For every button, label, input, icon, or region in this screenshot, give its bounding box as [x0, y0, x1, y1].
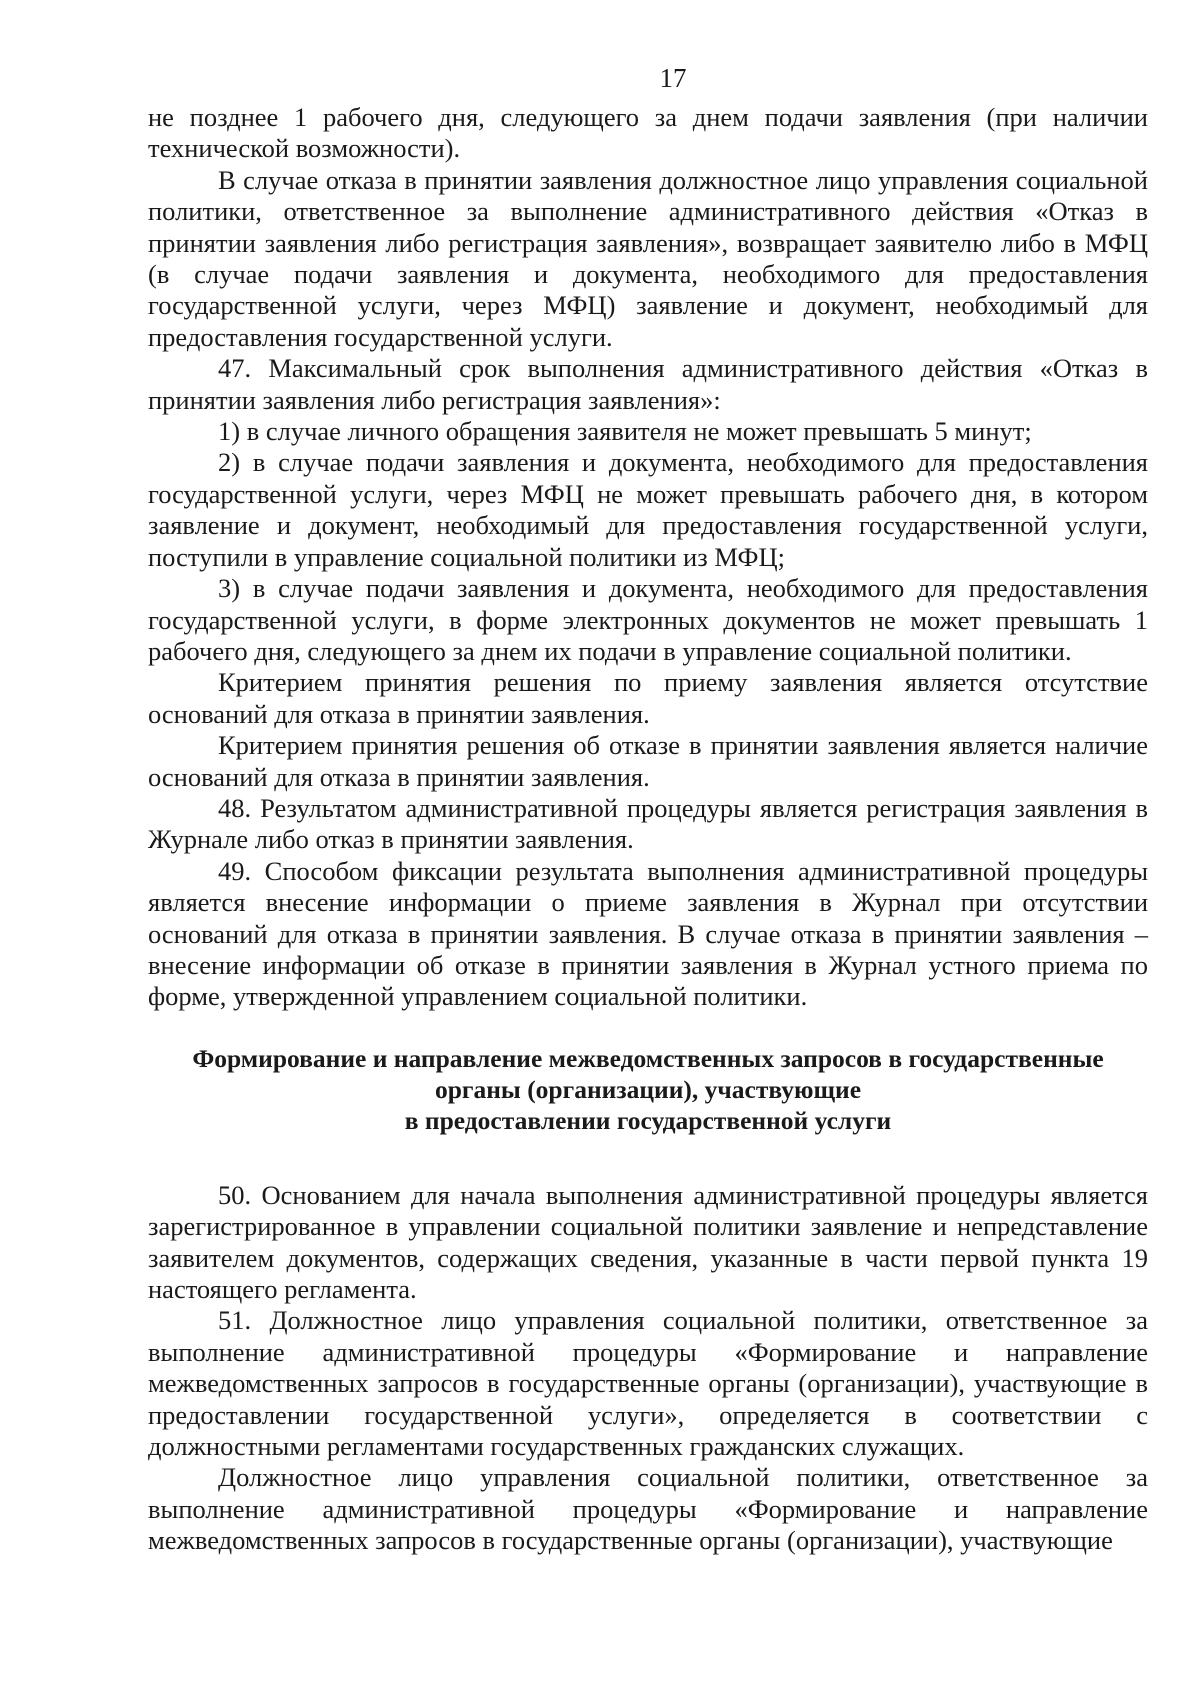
section-heading-line: в предоставлении государственной услуги	[404, 1105, 892, 1135]
paragraph-refusal-criterion: Критерием принятия решения об отказе в принятии заявления является наличие оснований для отказа в принятии заявления.	[148, 730, 1148, 792]
paragraph-47-item-3: 3) в случае подачи заявления и документа, необходимого для предоставления государственной услуги, в форме электронных документов не может превышать 1 рабочего дня, следующего за днем их подачи в управление социальной политики.	[148, 573, 1148, 666]
paragraph-48: 48. Результатом административной процедуры является регистрация заявления в Журнале либо отказ в принятии заявления.	[148, 792, 1148, 855]
section-heading-line: органы (организации), участвующие	[434, 1074, 862, 1104]
paragraph-47-item-2: 2) в случае подачи заявления и документа, необходимого для предоставления государственной услуги, через МФЦ не может превышать рабочего дня, в котором заявление и документ, необходимый для предоставления государственной услуги, поступили в управление социальной политики из МФЦ;	[148, 447, 1148, 572]
paragraph-50: 50. Основанием для начала выполнения административной процедуры является зарегистрированное в управлении социальной политики заявление и непредставление заявителем документов, содержащих сведения, указанные в части первой пункта 19 настоящего регламента.	[148, 1179, 1148, 1304]
paragraph-refusal-return: В случае отказа в принятии заявления должностное лицо управления социальной политики, ответственное за выполнение административного действия «Отказ в принятии заявления либо регистрация заявления», возвращает заявителю либо в МФЦ (в случае подачи заявления и документа, необходимого для предоставления государственной услуги, через МФЦ) заявление и документ, необходимый для предоставления государственной услуги.	[148, 164, 1148, 352]
section-heading	[148, 1043, 1148, 1136]
page-number: 17	[659, 63, 687, 93]
paragraph-51: 51. Должностное лицо управления социальной политики, ответственное за выполнение административной процедуры «Формирование и направление межведомственных запросов в государственные органы (организации), участвующие в предоставлении государственной услуги», определяется в соответствии с должностными регламентами государственных гражданских служащих.	[148, 1305, 1148, 1462]
paragraph-responsible-official: Должностное лицо управления социальной политики, ответственное за выполнение административной процедуры «Формирование и направление межведомственных запросов в государственные органы (организации), участвующие	[148, 1462, 1148, 1556]
paragraph-47-item-1: 1) в случае личного обращения заявителя не может превышать 5 минут;	[218, 416, 1032, 447]
paragraph-47: 47. Максимальный срок выполнения административного действия «Отказ в принятии заявления либо регистрация заявления»:	[148, 353, 1148, 415]
section-heading-line: Формирование и направление межведомственных запросов в государственные	[192, 1043, 1104, 1073]
document-page	[148, 62, 1148, 1557]
paragraph-acceptance-criterion: Критерием принятия решения по приему заявления является отсутствие оснований для отказа в принятии заявления.	[148, 667, 1148, 729]
paragraph-continuation: не позднее 1 рабочего дня, следующего за днем подачи заявления (при наличии технической возможности).	[148, 102, 1148, 164]
paragraph-49: 49. Способом фиксации результата выполнения административной процедуры является внесение информации о приеме заявления в Журнал при отсутствии оснований для отказа в принятии заявления. В случае отказа в принятии заявления – внесение информации об отказе в принятии заявления в Журнал устного приема по форме, утвержденной управлением социальной политики.	[148, 855, 1148, 1012]
